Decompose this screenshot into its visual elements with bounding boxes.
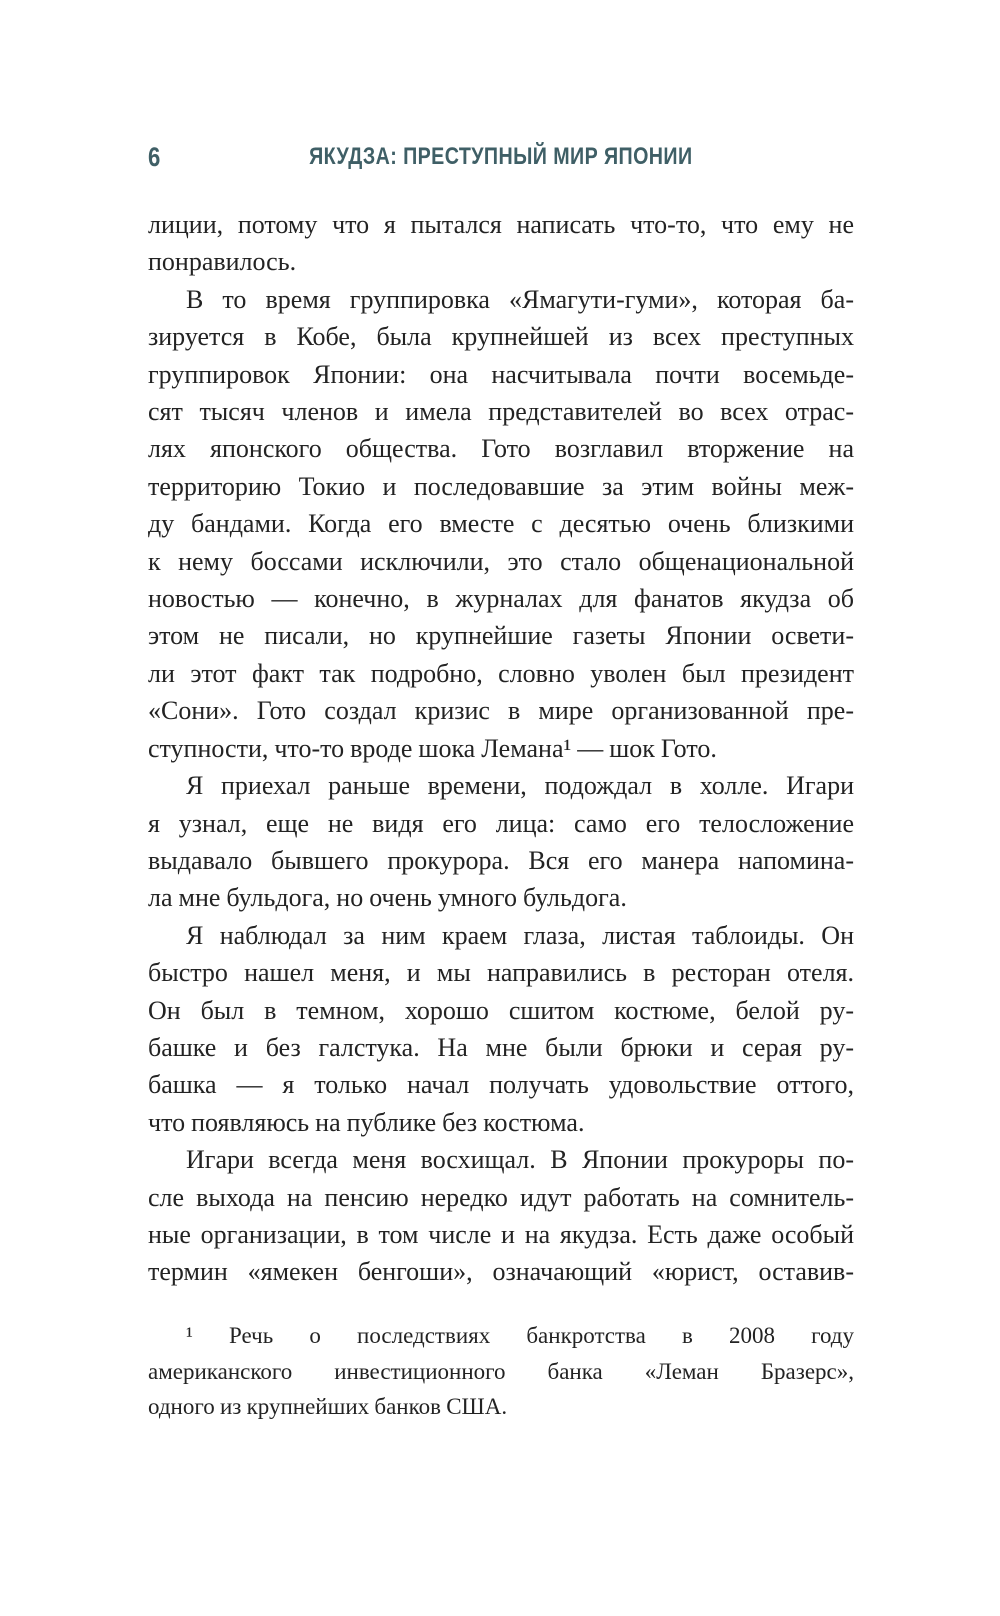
text-line: группировок Японии: она насчитывала почти восемьде- bbox=[148, 359, 854, 389]
text-line: Игари всегда меня восхищал. В Японии прокуроры по- bbox=[186, 1145, 854, 1175]
text-line: лиции, потому что я пытался написать что-то, что ему не bbox=[148, 210, 854, 239]
paragraph bbox=[148, 767, 854, 917]
text-line: ступности, что-то вроде шока Лемана¹ — шок Гото. bbox=[148, 733, 717, 763]
text-line: зируется в Кобе, была крупнейшей из всех преступных bbox=[148, 322, 854, 352]
text-line: американского инвестиционного банка «Леман Бразерс», bbox=[148, 1358, 854, 1384]
page-number: 6 bbox=[148, 142, 161, 172]
text-line: выдавало бывшего прокурора. Вся его манера напомина- bbox=[148, 845, 854, 875]
text-line: ду бандами. Когда его вместе с десятью очень близкими bbox=[148, 509, 854, 539]
running-title: ЯКУДЗА: ПРЕСТУПНЫЙ МИР ЯПОНИИ bbox=[309, 143, 693, 170]
text-line: к нему боссами исключили, это стало общенациональной bbox=[148, 546, 854, 576]
paragraph bbox=[148, 206, 854, 281]
running-title-wrap bbox=[148, 143, 854, 171]
paragraph bbox=[148, 1141, 854, 1291]
text-line: термин «ямекен бенгоши», означающий «юрист, оставив- bbox=[148, 1257, 854, 1287]
text-line: новостью — конечно, в журналах для фанатов якудза об bbox=[148, 584, 854, 614]
text-line: понравилось. bbox=[148, 247, 297, 277]
text-line: башка — я только начал получать удовольствие оттого, bbox=[148, 1070, 854, 1100]
text-line: ли этот факт так подробно, словно уволен был президент bbox=[148, 658, 854, 688]
text-line: ла мне бульдога, но очень умного бульдога. bbox=[148, 883, 627, 913]
text-line: сле выхода на пенсию нередко идут работать на сомнитель- bbox=[148, 1182, 854, 1212]
text-line: этом не писали, но крупнейшие газеты Японии освети- bbox=[148, 621, 854, 651]
text-line: Он был в темном, хорошо сшитом костюме, белой ру- bbox=[148, 995, 854, 1025]
paragraph bbox=[148, 281, 854, 767]
text-line: я узнал, еще не видя его лица: само его телосложение bbox=[148, 808, 854, 838]
text-line: лях японского общества. Гото возглавил вторжение на bbox=[148, 434, 854, 464]
footnote-paragraph bbox=[148, 1318, 854, 1425]
text-line: Я наблюдал за ним краем глаза, листая таблоиды. Он bbox=[186, 920, 854, 950]
text-line: ¹ Речь о последствиях банкротства в 2008 году bbox=[186, 1323, 854, 1348]
text-line: сят тысяч членов и имела представителей во всех отрас- bbox=[148, 397, 854, 427]
text-line: территорию Токио и последовавшие за этим войны меж- bbox=[148, 471, 854, 501]
text-line: башке и без галстука. На мне были брюки и серая ру- bbox=[148, 1032, 854, 1062]
text-line: ные организации, в том числе и на якудза. Есть даже особый bbox=[148, 1219, 854, 1249]
text-line: что появляюсь на публике без костюма. bbox=[148, 1107, 585, 1137]
page-header bbox=[148, 142, 854, 174]
text-line: «Сони». Гото создал кризис в мире организованной пре- bbox=[148, 696, 854, 726]
text-line: одного из крупнейших банков США. bbox=[148, 1394, 508, 1419]
text-line: быстро нашел меня, и мы направились в ресторан отеля. bbox=[148, 958, 854, 988]
text-line: Я приехал раньше времени, подождал в холле. Игари bbox=[186, 771, 854, 801]
text-line: В то время группировка «Ямагути-гуми», которая ба- bbox=[186, 284, 854, 314]
paragraph bbox=[148, 917, 854, 1141]
footnote-text bbox=[148, 1318, 854, 1425]
body-text bbox=[148, 206, 854, 1291]
